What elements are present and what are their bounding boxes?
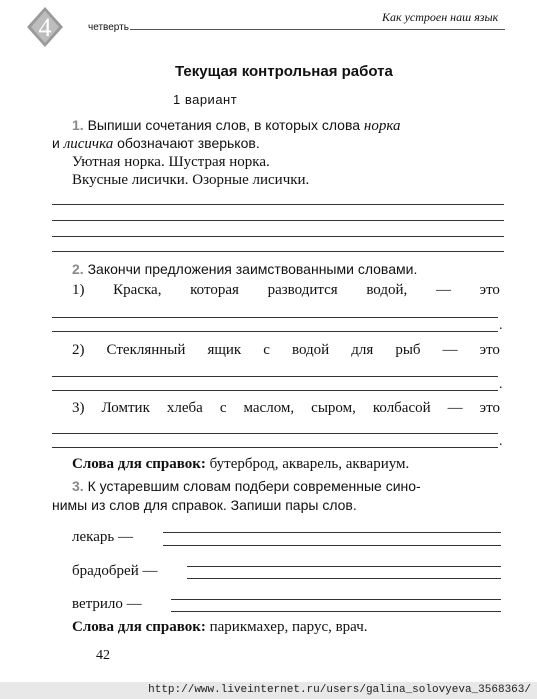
answer-line [52, 220, 504, 221]
answer-line [52, 204, 504, 205]
task1-number: 1. [72, 117, 84, 133]
answer-line [52, 251, 504, 252]
answer-line [163, 545, 501, 546]
footer-bar [0, 682, 537, 699]
answer-line [163, 532, 501, 533]
variant-label: 1 вариант [173, 92, 238, 107]
answer-line [187, 578, 501, 579]
header-divider [130, 29, 505, 30]
task3-number: 3. [72, 478, 84, 494]
running-title: Как устроен наш язык [382, 10, 499, 24]
task1-line1 [72, 117, 401, 135]
footer-url: http://www.liveinternet.ru/users/galina_solovyeva_3568363/ [148, 684, 531, 696]
period: . [499, 434, 503, 449]
task1-word-lisichka: лисичка [63, 136, 114, 152]
period: . [499, 318, 503, 333]
reference-words-2 [72, 619, 368, 636]
page-number: 42 [96, 648, 110, 663]
archaic-word-lekar: лекарь — [72, 529, 133, 545]
answer-line [171, 611, 501, 612]
answer-line [52, 433, 498, 434]
answer-line [171, 599, 501, 600]
reference-list: парикмахер, парус, врач. [209, 619, 368, 635]
quarter-badge-icon [27, 5, 89, 49]
task2-number: 2. [72, 261, 84, 277]
quarter-label: четверть [88, 22, 129, 33]
task2-sentence-2: 2) Стеклянный ящик с водой для рыб — это [72, 342, 500, 358]
page-title: Текущая контрольная работа [175, 63, 393, 80]
task1-text-i: и [52, 135, 60, 151]
task1-text-a: Выпиши сочетания слов, в которых слова [87, 117, 361, 133]
reference-words-1 [72, 456, 409, 473]
answer-line [52, 317, 498, 318]
answer-line [52, 331, 498, 332]
task1-text-b: обозначают зверьков. [117, 135, 260, 151]
task1-word-norka: норка [363, 118, 401, 134]
task3-text-2: нимы из слов для справок. Запиши пары слов. [52, 497, 357, 513]
task3-line1 [72, 478, 421, 494]
reference-list: бутерброд, акварель, аквариум. [209, 456, 410, 472]
reference-label: Слова для справок: [72, 456, 206, 472]
task2-sentence-1: 1) Краска, которая разводится водой, — это [72, 282, 500, 298]
answer-line [52, 447, 498, 448]
quarter-number: 4 [38, 13, 52, 42]
task1-phrases-2: Вкусные лисички. Озорные лисички. [72, 172, 310, 188]
answer-line [52, 390, 498, 391]
task2-instruction [72, 261, 417, 277]
task1-line2 [52, 135, 260, 153]
answer-line [52, 376, 498, 377]
answer-line [52, 236, 504, 237]
answer-line [187, 566, 501, 567]
task3-text-1: К устаревшим словам подбери современные сино- [87, 478, 421, 494]
archaic-word-bradobrey: брадобрей — [72, 563, 158, 579]
task2-sentence-3: 3) Ломтик хлеба с маслом, сыром, колбасой — это [72, 400, 500, 416]
task2-text: Закончи предложения заимствованными словами. [87, 261, 418, 277]
reference-label: Слова для справок: [72, 619, 206, 635]
archaic-word-vetrilo: ветрило — [72, 596, 142, 612]
period: . [499, 377, 503, 392]
task1-phrases-1: Уютная норка. Шустрая норка. [72, 154, 270, 170]
